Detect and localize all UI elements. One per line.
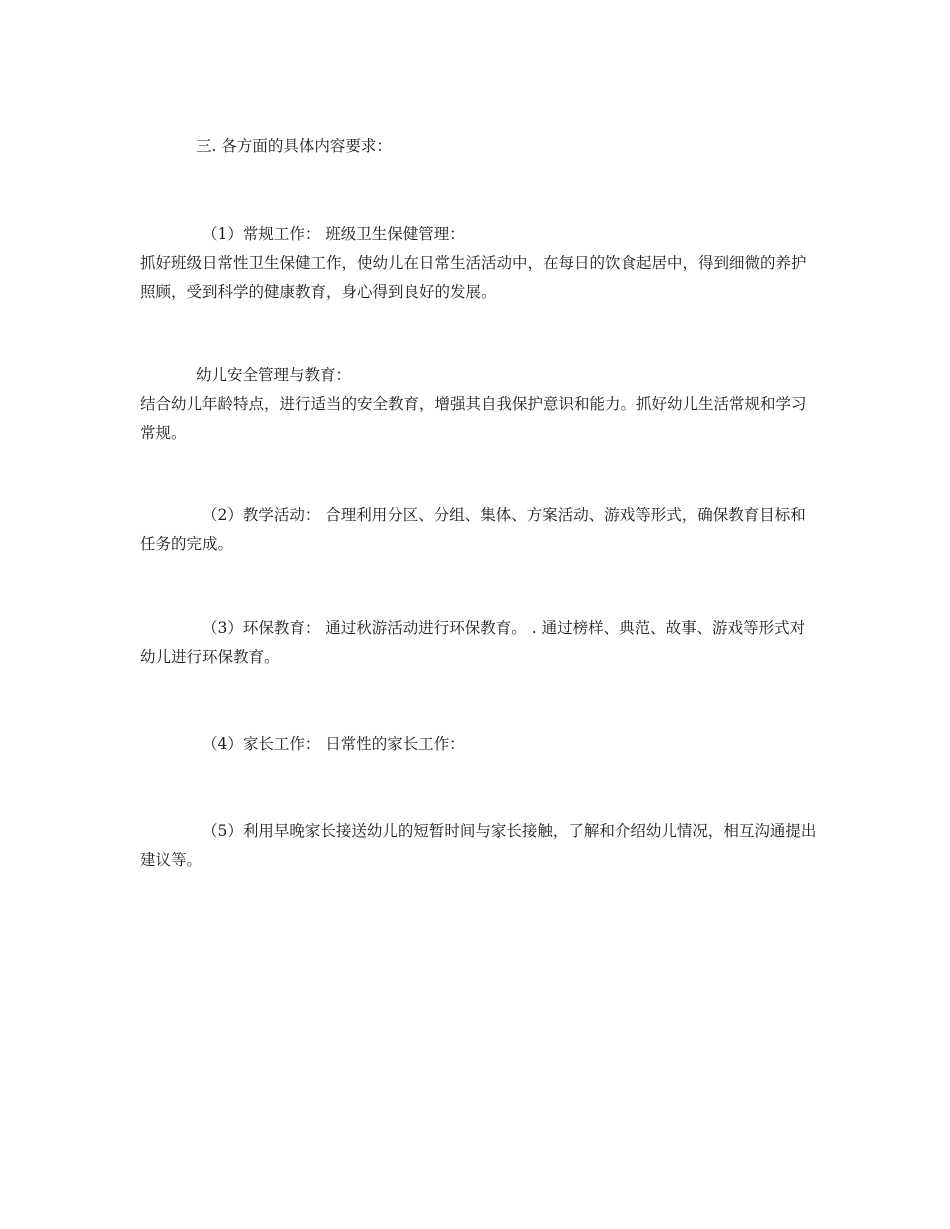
teaching-paragraph: （2）教学活动： 合理利用分区、分组、集体、方案活动、游戏等形式，确保教育目标和任务的完成。 (140, 506, 806, 553)
routine-work-title: （1）常规工作： 班级卫生保健管理： (202, 225, 465, 243)
safety-title: 幼儿安全管理与教育： (196, 366, 352, 384)
environment-paragraph: （3）环保教育： 通过秋游活动进行环保教育。 . 通过榜样、典范、故事、游戏等形式对幼儿进行环保教育。 (140, 619, 806, 666)
routine-work-body: 抓好班级日常性卫生保健工作，使幼儿在日常生活活动中，在每日的饮食起居中，得到细微的养护照顾，受到科学的健康教育，身心得到良好的发展。 (140, 254, 807, 301)
routine-work-paragraph (140, 220, 820, 307)
parents-paragraph: （4）家长工作： 日常性的家长工作： (202, 735, 465, 753)
section-heading: 三. 各方面的具体内容要求： (196, 137, 392, 155)
safety-body: 结合幼儿年龄特点，进行适当的安全教育，增强其自我保护意识和能力。抓好幼儿生活常规和学习常规。 (140, 395, 807, 442)
communication-paragraph: （5）利用早晚家长接送幼儿的短暂时间与家长接触，了解和介绍幼儿情况，相互沟通提出建议等。 (140, 822, 817, 869)
safety-paragraph (140, 361, 820, 448)
